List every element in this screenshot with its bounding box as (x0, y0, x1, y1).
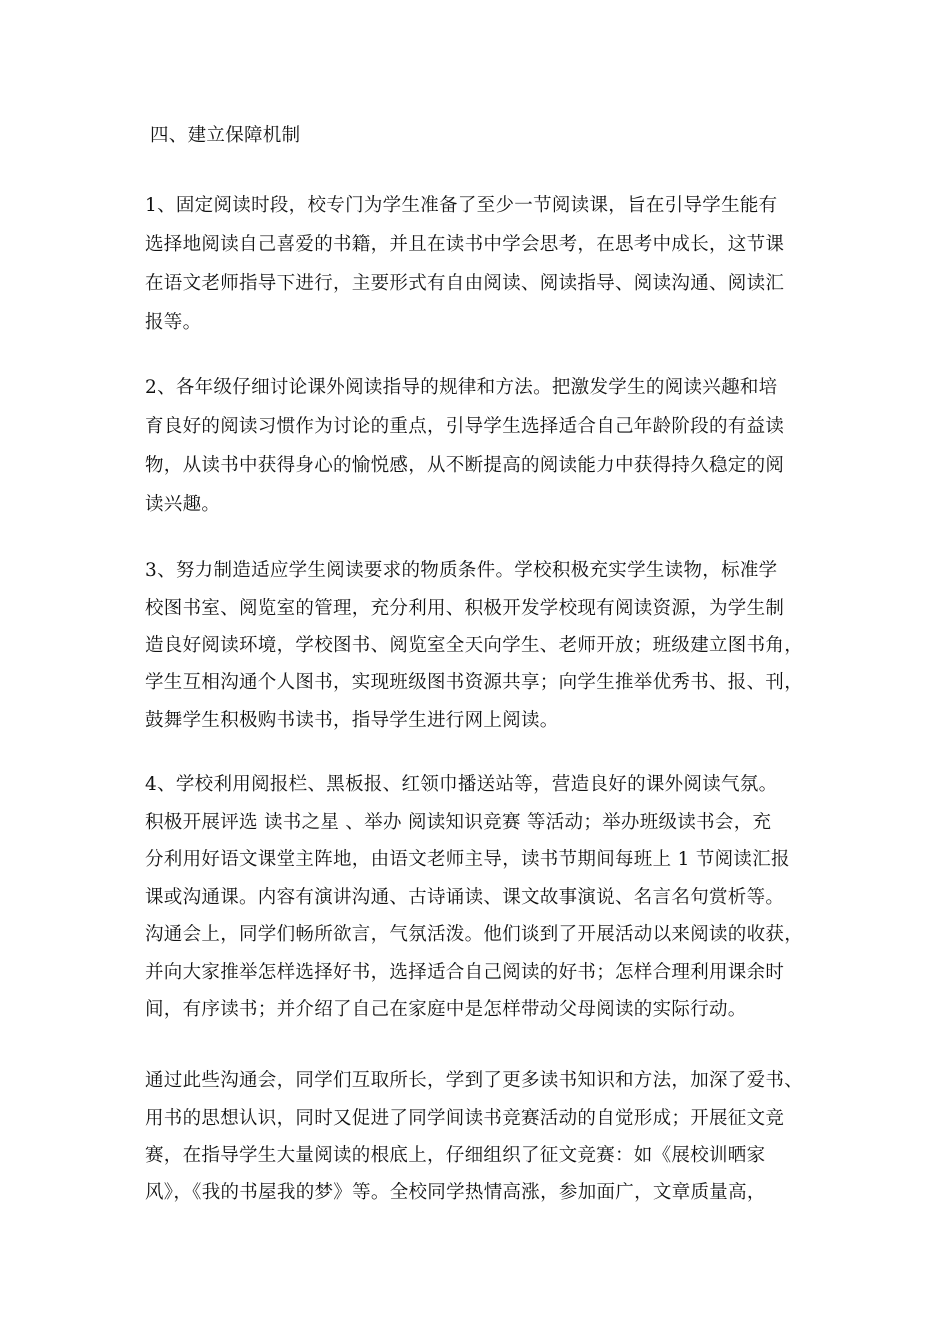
paragraph-2-line-3: 物，从读书中获得身心的愉悦感，从不断提高的阅读能力中获得持久稳定的阅 (145, 455, 785, 476)
paragraph-4-line-3: 分利用好语文课堂主阵地，由语文老师主导，读书节期间每班上 1 节阅读汇报 (145, 849, 790, 870)
paragraph-4-line-6: 并向大家推举怎样选择好书，选择适合自己阅读的好书；怎样合理利用课余时 (145, 962, 785, 983)
paragraph-1-line-4: 报等。 (145, 312, 202, 333)
paragraph-4-line-5: 沟通会上，同学们畅所欲言，气氛活泼。他们谈到了开展活动以来阅读的收获， (145, 924, 804, 945)
paragraph-3-line-1: 3、努力制造适应学生阅读要求的物质条件。学校积极充实学生读物，标准学 (145, 560, 778, 581)
paragraph-2-line-1: 2、各年级仔细讨论课外阅读指导的规律和方法。把激发学生的阅读兴趣和培 (145, 377, 778, 398)
paragraph-2-line-4: 读兴趣。 (145, 494, 221, 515)
paragraph-5-line-2: 用书的思想认识，同时又促进了同学间读书竞赛活动的自觉形成；开展征文竞 (145, 1108, 785, 1129)
paragraph-3-line-2: 校图书室、阅览室的管理，充分利用、积极开发学校现有阅读资源，为学生制 (145, 598, 785, 619)
paragraph-1-line-3: 在语文老师指导下进行，主要形式有自由阅读、阅读指导、阅读沟通、阅读汇 (145, 273, 785, 294)
paragraph-5-line-4: 风》，《我的书屋我的梦》等。全校同学热情高涨，参加面广，文章质量高， (145, 1182, 766, 1203)
section-heading: 四、建立保障机制 (150, 125, 301, 146)
paragraph-4-line-2: 积极开展评选 读书之星 、举办 阅读知识竞赛 等活动；举办班级读书会，充 (145, 812, 772, 833)
paragraph-3-line-3: 造良好阅读环境，学校图书、阅览室全天向学生、老师开放；班级建立图书角， (145, 635, 804, 656)
paragraph-4-line-4: 课或沟通课。内容有演讲沟通、古诗诵读、课文故事演说、名言名句赏析等。 (145, 887, 785, 908)
paragraph-2-line-2: 育良好的阅读习惯作为讨论的重点，引导学生选择适合自己年龄阶段的有益读 (145, 416, 785, 437)
paragraph-1-line-1: 1、固定阅读时段，校专门为学生准备了至少一节阅读课，旨在引导学生能有 (145, 195, 778, 216)
paragraph-5-line-1: 通过此些沟通会，同学们互取所长，学到了更多读书知识和方法，加深了爱书、 (145, 1070, 804, 1091)
paragraph-3-line-5: 鼓舞学生积极购书读书，指导学生进行网上阅读。 (145, 710, 559, 731)
paragraph-4-line-1: 4、学校利用阅报栏、黑板报、红领巾播送站等，营造良好的课外阅读气氛。 (145, 774, 778, 795)
paragraph-3-line-4: 学生互相沟通个人图书，实现班级图书资源共享；向学生推举优秀书、报、刊， (145, 672, 804, 693)
paragraph-1-line-2: 选择地阅读自己喜爱的书籍，并且在读书中学会思考，在思考中成长，这节课 (145, 234, 785, 255)
paragraph-5-line-3: 赛，在指导学生大量阅读的根底上，仔细组织了征文竞赛：如《展校训晒家 (145, 1145, 766, 1166)
paragraph-4-line-7: 间，有序读书；并介绍了自己在家庭中是怎样带动父母阅读的实际行动。 (145, 999, 747, 1020)
